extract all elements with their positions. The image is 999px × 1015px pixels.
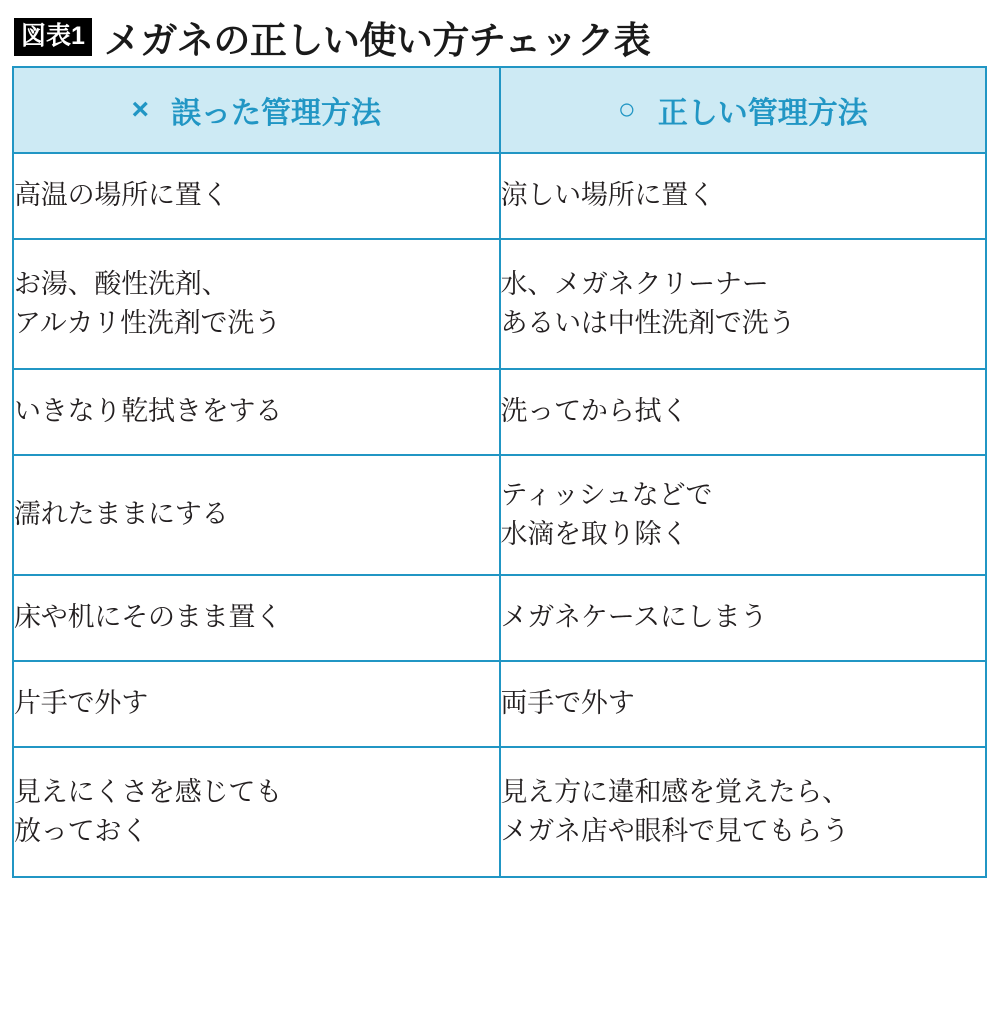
cell-line: 涼しい場所に置く bbox=[500, 180, 715, 211]
cell-line: 両手で外す bbox=[500, 688, 635, 719]
cell-right bbox=[500, 661, 987, 747]
cell-wrong bbox=[13, 369, 500, 455]
cell-line: ティッシュなどで bbox=[500, 479, 713, 510]
cell-right bbox=[500, 369, 987, 455]
cell-line: いきなり乾拭きをする bbox=[14, 396, 282, 427]
table-row bbox=[13, 455, 986, 575]
table-row bbox=[13, 153, 986, 239]
cell-right bbox=[500, 455, 987, 575]
table-row bbox=[13, 239, 986, 369]
glasses-care-table bbox=[12, 66, 987, 878]
cell-line: 見え方に違和感を覚えたら、 bbox=[500, 776, 849, 807]
cell-line: アルカリ性洗剤で洗う bbox=[14, 308, 281, 338]
figure-title-row bbox=[12, 8, 987, 66]
cell-wrong bbox=[13, 661, 500, 747]
cell-line: 水滴を取り除く bbox=[500, 519, 689, 549]
table-row bbox=[13, 575, 986, 661]
cell-right bbox=[500, 239, 987, 369]
cell-wrong bbox=[13, 455, 500, 575]
cell-wrong bbox=[13, 239, 500, 369]
cell-line: メガネ店や眼科で見てもらう bbox=[500, 816, 849, 846]
cell-line: 洗ってから拭く bbox=[500, 396, 689, 427]
cell-line: お湯、酸性洗剤、 bbox=[14, 268, 229, 299]
cell-line: 見えにくさを感じても bbox=[14, 776, 282, 807]
table-row bbox=[13, 369, 986, 455]
figure-number-badge: 図表1 bbox=[14, 18, 92, 56]
cell-wrong bbox=[13, 575, 500, 661]
page-title: メガネの正しい使い方チェック表 bbox=[103, 20, 651, 61]
cell-line: メガネケースにしまう bbox=[500, 602, 768, 633]
header-label-wrong: 誤った管理方法 bbox=[171, 97, 382, 130]
cell-line: 片手で外す bbox=[14, 688, 148, 719]
cell-line: あるいは中性洗剤で洗う bbox=[500, 308, 796, 338]
cross-icon: × bbox=[131, 93, 150, 126]
table-row bbox=[13, 747, 986, 877]
cell-line: 放っておく bbox=[14, 816, 148, 846]
header-cell-right bbox=[500, 67, 987, 153]
circle-icon: ○ bbox=[617, 93, 636, 126]
cell-line: 高温の場所に置く bbox=[14, 180, 229, 211]
cell-line: 水、メガネクリーナー bbox=[500, 268, 769, 299]
table-header-row bbox=[13, 67, 986, 153]
cell-line: 床や机にそのまま置く bbox=[14, 602, 282, 633]
cell-wrong bbox=[13, 747, 500, 877]
table-row bbox=[13, 661, 986, 747]
header-label-right: 正しい管理方法 bbox=[657, 97, 868, 130]
cell-line: 濡れたままにする bbox=[14, 499, 229, 530]
cell-right bbox=[500, 153, 987, 239]
header-cell-wrong bbox=[13, 67, 500, 153]
cell-right bbox=[500, 747, 987, 877]
cell-wrong bbox=[13, 153, 500, 239]
cell-right bbox=[500, 575, 987, 661]
